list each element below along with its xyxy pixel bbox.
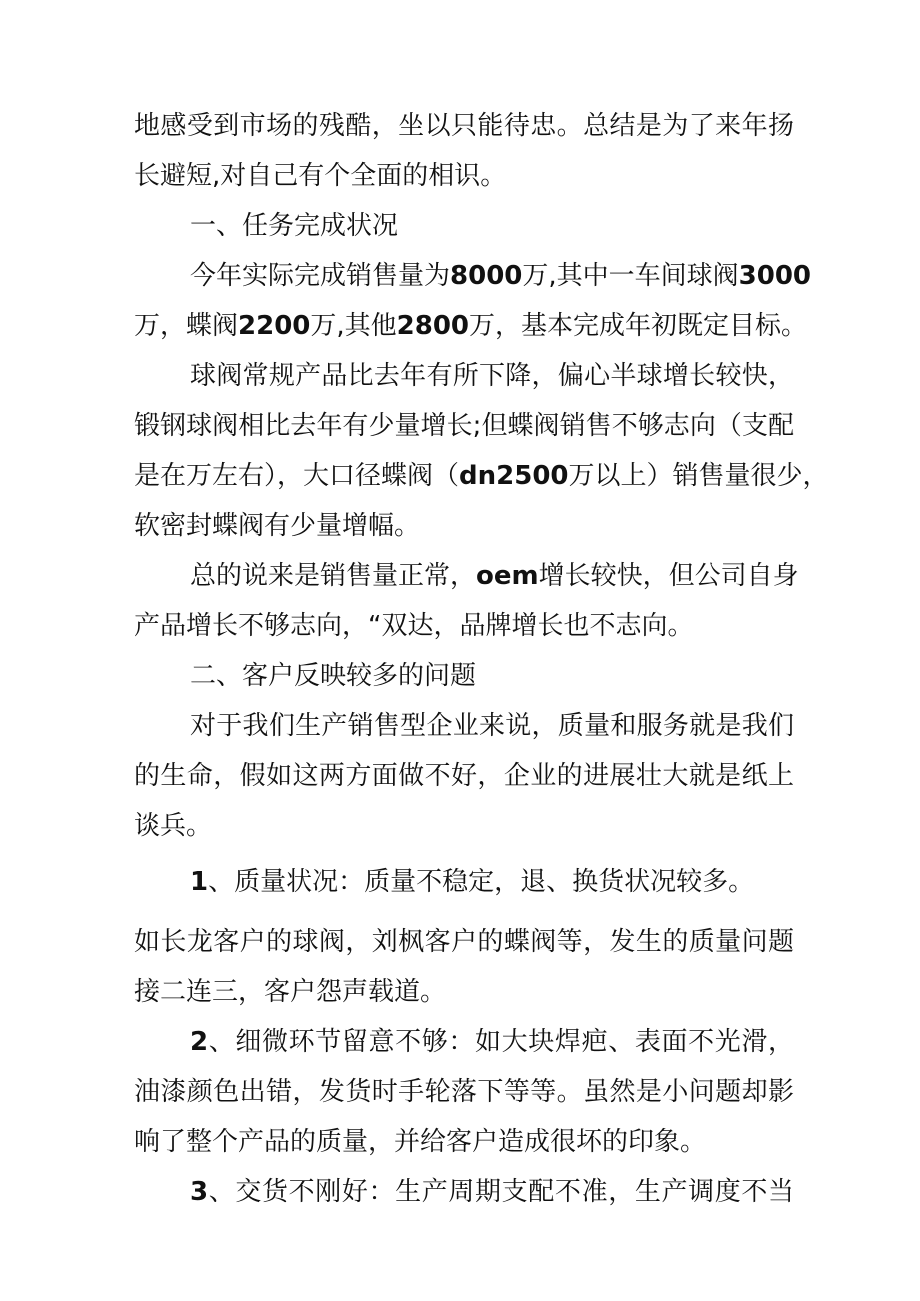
section-heading-1: 一、任务完成状况 [190,211,399,241]
text-run: 万,其他 [310,311,397,341]
paragraph-line: 球阀常规产品比去年有所下降，偏心半球增长较快， [190,361,794,391]
list-item-1 [190,862,794,902]
paragraph-line [190,556,799,596]
text-run: 总的说来是销售量正常， [190,561,477,591]
number-run: oem [476,561,539,591]
paragraph-line: 谈兵。 [134,811,213,841]
paragraph-line: 地感受到市场的残酷，坐以只能待忠。总结是为了来年扬 [134,111,794,141]
text-run: 万,其中一车间球阀 [522,261,739,291]
list-item-3 [190,1172,794,1212]
paragraph-line: 产品增长不够志向，“双达，品牌增长也不志向。 [134,611,694,641]
text-run: 万以上）销售量很少， [568,461,829,491]
paragraph-line: 响了整个产品的质量，并给客户造成很坏的印象。 [134,1127,707,1157]
number-run: dn2500 [459,461,569,491]
paragraph-line [134,306,808,346]
text-run: 增长较快，但公司自身 [538,561,799,591]
paragraph-line: 锻钢球阀相比去年有少量增长;但蝶阀销售不够志向（支配 [134,411,794,441]
text-run: 、细微环节留意不够：如大块焊疤、表面不光滑， [208,1027,794,1057]
section-heading-2: 二、客户反映较多的问题 [190,661,477,691]
paragraph-line: 长避短,对自己有个全面的相识。 [134,161,507,191]
number-run: 2800 [396,311,470,341]
text-run: 是在万左右），大口径蝶阀（ [134,461,460,491]
text-run: 万，蝶阀 [134,311,239,341]
number-run: 2200 [238,311,311,341]
text-run: 、质量状况：质量不稳定，退、换货状况较多。 [208,867,755,897]
paragraph-line: 软密封蝶阀有少量增幅。 [134,511,421,541]
paragraph-line: 的生命，假如这两方面做不好，企业的进展壮大就是纸上 [134,761,794,791]
list-number: 2 [190,1027,209,1057]
paragraph-line [190,256,812,296]
text-run: 、交货不刚好：生产周期支配不准，生产调度不当 [208,1177,794,1207]
paragraph-line: 接二连三，客户怨声载道。 [134,977,447,1007]
list-number: 3 [190,1177,209,1207]
text-run: 今年实际完成销售量为 [190,261,451,291]
text-run: 万，基本完成年初既定目标。 [469,311,808,341]
number-run: 3000 [738,261,812,291]
list-number: 1 [190,867,209,897]
paragraph-line [134,456,829,496]
list-item-2 [190,1022,794,1062]
number-run: 8000 [450,261,523,291]
paragraph-line: 对于我们生产销售型企业来说，质量和服务就是我们 [190,711,794,741]
paragraph-line: 油漆颜色出错，发货时手轮落下等等。虽然是小问题却影 [134,1077,794,1107]
paragraph-line: 如长龙客户的球阀，刘枫客户的蝶阀等，发生的质量问题 [134,927,794,957]
